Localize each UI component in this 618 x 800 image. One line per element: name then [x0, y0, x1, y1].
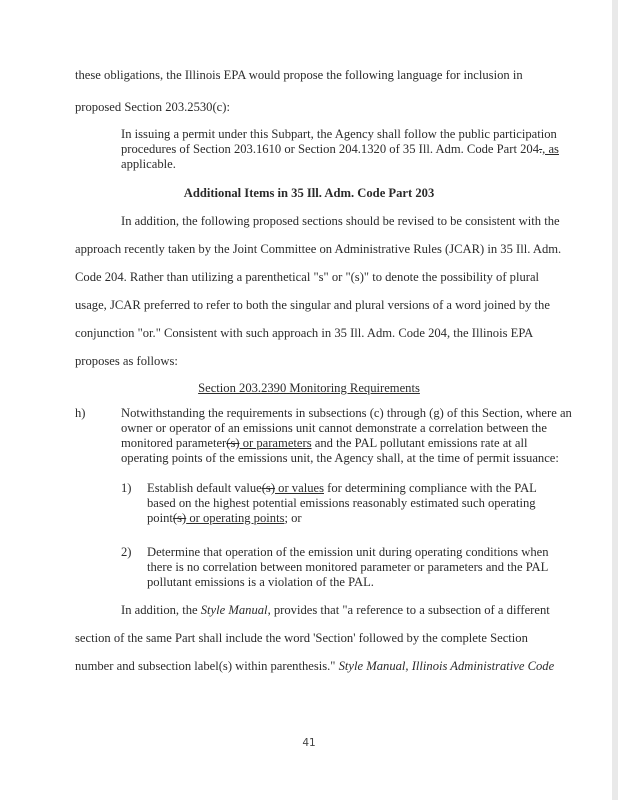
item-label: 1): [121, 481, 132, 495]
body-line: conjunction "or." Consistent with such approach in 35 Ill. Adm. Code 204, the Illinois EPA: [75, 326, 534, 340]
item-line: there is no correlation between monitored parameter or parameters and the PAL: [147, 560, 549, 574]
rule-section-title: Section 203.2390 Monitoring Requirements: [198, 381, 420, 395]
item-text: point: [147, 511, 173, 525]
subsection-line: Notwithstanding the requirements in subsections (c) through (g) of this Section, where an: [121, 406, 572, 420]
subsection-line: operating points of the emissions unit, the Agency shall, at the time of permit issuance:: [121, 451, 559, 465]
body-text: In addition, the: [121, 603, 201, 617]
inserted-text: or values: [275, 481, 324, 495]
quoted-rule-line: applicable.: [121, 157, 176, 171]
deleted-text: (s): [261, 481, 276, 495]
subsection-text: and the PAL pollutant emissions rate at all: [311, 436, 528, 450]
body-line: [121, 603, 550, 618]
item-text: Establish default value: [147, 481, 262, 495]
body-text: number and subsection label(s) within parenthesis.": [75, 659, 339, 673]
subsection-label: h): [75, 406, 86, 420]
item-line: [147, 511, 302, 526]
section-heading: Additional Items in 35 Ill. Adm. Code Part 203: [183, 186, 435, 200]
body-line: proposed Section 203.2530(c):: [75, 100, 230, 114]
item-line: Determine that operation of the emission unit during operating conditions when: [147, 545, 549, 559]
body-line: approach recently taken by the Joint Committee on Administrative Rules (JCAR) in 35 Ill. Adm.: [75, 242, 562, 256]
item-text: for determining compliance with the PAL: [323, 481, 537, 495]
deleted-text: (s): [226, 436, 240, 450]
inserted-text: or parameters: [239, 436, 312, 450]
item-line: based on the highest potential emissions reasonably estimated such operating: [147, 496, 536, 510]
page-number: 41: [302, 737, 316, 749]
quoted-rule-line: [121, 142, 559, 157]
body-line: these obligations, the Illinois EPA would propose the following language for inclusion in: [75, 68, 523, 82]
italic-citation: Style Manual: [200, 603, 268, 617]
subsection-text: monitored parameter: [121, 436, 227, 450]
item-label: 2): [121, 545, 132, 559]
item-text: ; or: [284, 511, 302, 525]
body-line: section of the same Part shall include the word 'Section' followed by the complete Section: [75, 631, 528, 645]
inserted-text: or operating points: [186, 511, 285, 525]
item-line: [147, 481, 537, 496]
body-line: [75, 659, 554, 674]
deleted-text: .: [539, 142, 543, 156]
page-edge-shadow: [612, 0, 618, 800]
body-line: In addition, the following proposed sections should be revised to be consistent with the: [121, 214, 560, 228]
quoted-rule-text: procedures of Section 203.1610 or Section 204.1320 of 35 Ill. Adm. Code Part 204: [121, 142, 539, 156]
italic-citation: Style Manual, Illinois Administrative Code: [338, 659, 555, 673]
inserted-text: , as: [542, 142, 559, 156]
subsection-line: owner or operator of an emissions unit cannot demonstrate a correlation between the: [121, 421, 547, 435]
body-line: usage, JCAR preferred to refer to both the singular and plural versions of a word joined by the: [75, 298, 550, 312]
quoted-rule-line: In issuing a permit under this Subpart, the Agency shall follow the public participation: [121, 127, 557, 141]
item-line: pollutant emissions is a violation of the PAL.: [147, 575, 374, 589]
body-line: proposes as follows:: [75, 354, 178, 368]
body-text: , provides that "a reference to a subsection of a different: [267, 603, 550, 617]
body-line: Code 204. Rather than utilizing a parenthetical "s" or "(s)" to denote the possibility of plural: [75, 270, 540, 284]
subsection-line: [121, 436, 528, 451]
deleted-text: (s): [172, 511, 187, 525]
